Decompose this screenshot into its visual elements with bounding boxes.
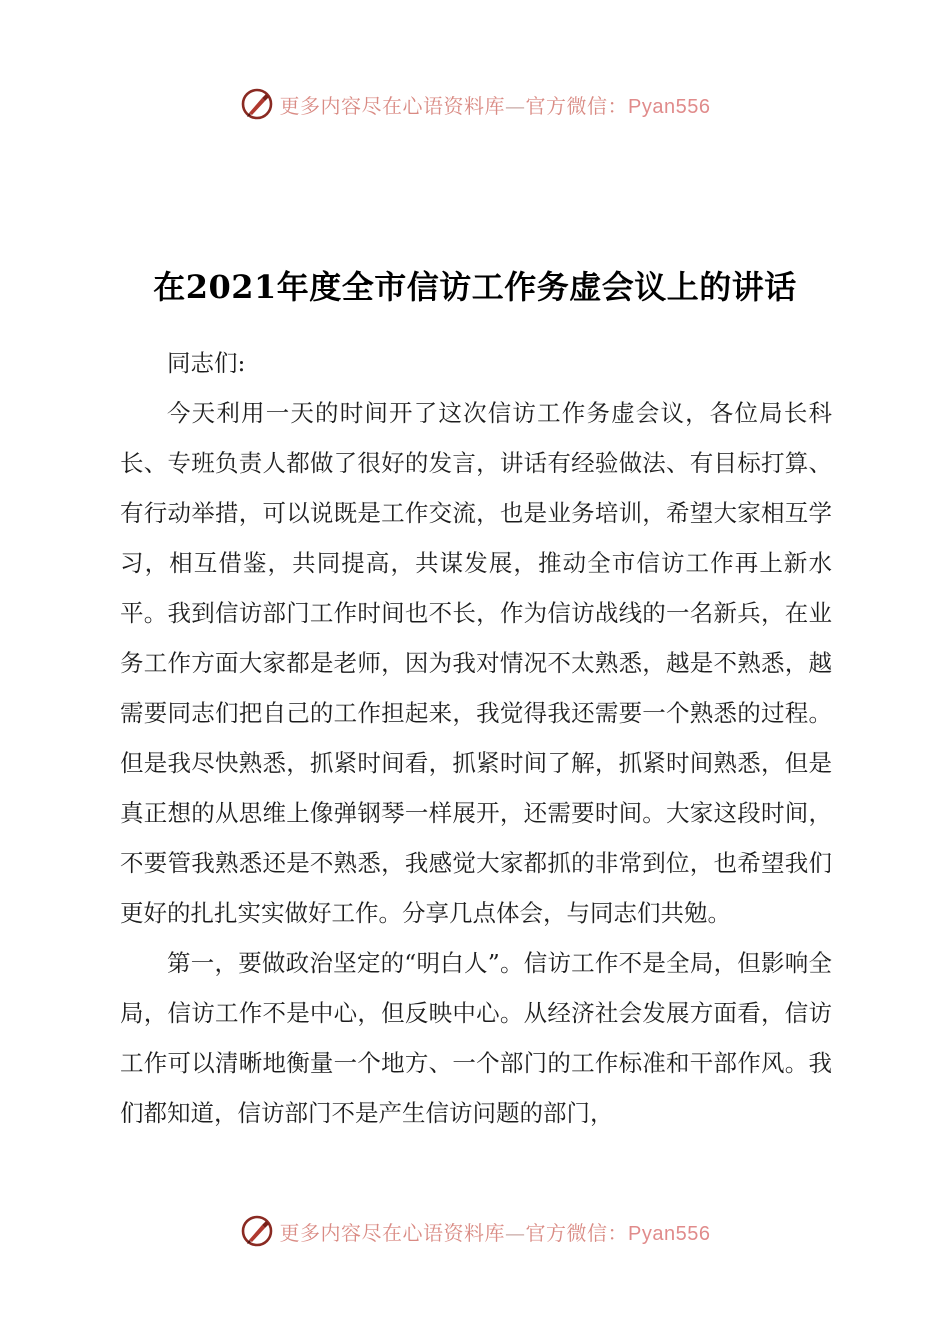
- document-body: [120, 338, 832, 1138]
- watermark-banner-top: [0, 84, 950, 124]
- document-title: 在2021年度全市信访工作务虚会议上的讲话: [153, 268, 797, 306]
- pen-circle-logo-icon: [240, 1214, 274, 1248]
- watermark-text: 更多内容尽在心语资料库—官方微信：Pyan556: [279, 93, 711, 118]
- watermark-text: 更多内容尽在心语资料库—官方微信：Pyan556: [279, 1220, 711, 1245]
- pen-circle-logo-icon: [240, 87, 274, 121]
- paragraph: 今天利用一天的时间开了这次信访工作务虚会议，各位局长科长、专班负责人都做了很好的发言，讲话有经验做法、有目标打算、有行动举措，可以说既是工作交流，也是业务培训，希望大家相互学习，相互借鉴，共同提高，共谋发展，推动全市信访工作再上新水平。我到信访部门工作时间也不长，作为信访战线的一名新兵，在业务工作方面大家都是老师，因为我对情况不太熟悉，越是不熟悉，越需要同志们把自己的工作担起来，我觉得我还需要一个熟悉的过程。但是我尽快熟悉，抓紧时间看，抓紧时间了解，抓紧时间熟悉，但是真正想的从思维上像弹钢琴一样展开，还需要时间。大家这段时间，不要管我熟悉还是不熟悉，我感觉大家都抓的非常到位，也希望我们更好的扎扎实实做好工作。分享几点体会，与同志们共勉。: [120, 399, 832, 927]
- salutation: 同志们:: [167, 349, 246, 377]
- paragraph: 第一，要做政治坚定的“明白人”。信访工作不是全局，但影响全局，信访工作不是中心，但反映中心。从经济社会发展方面看，信访工作可以清晰地衡量一个地方、一个部门的工作标准和干部作风。我们都知道，信访部门不是产生信访问题的部门，: [120, 949, 832, 1127]
- watermark-banner-bottom: [0, 1211, 950, 1251]
